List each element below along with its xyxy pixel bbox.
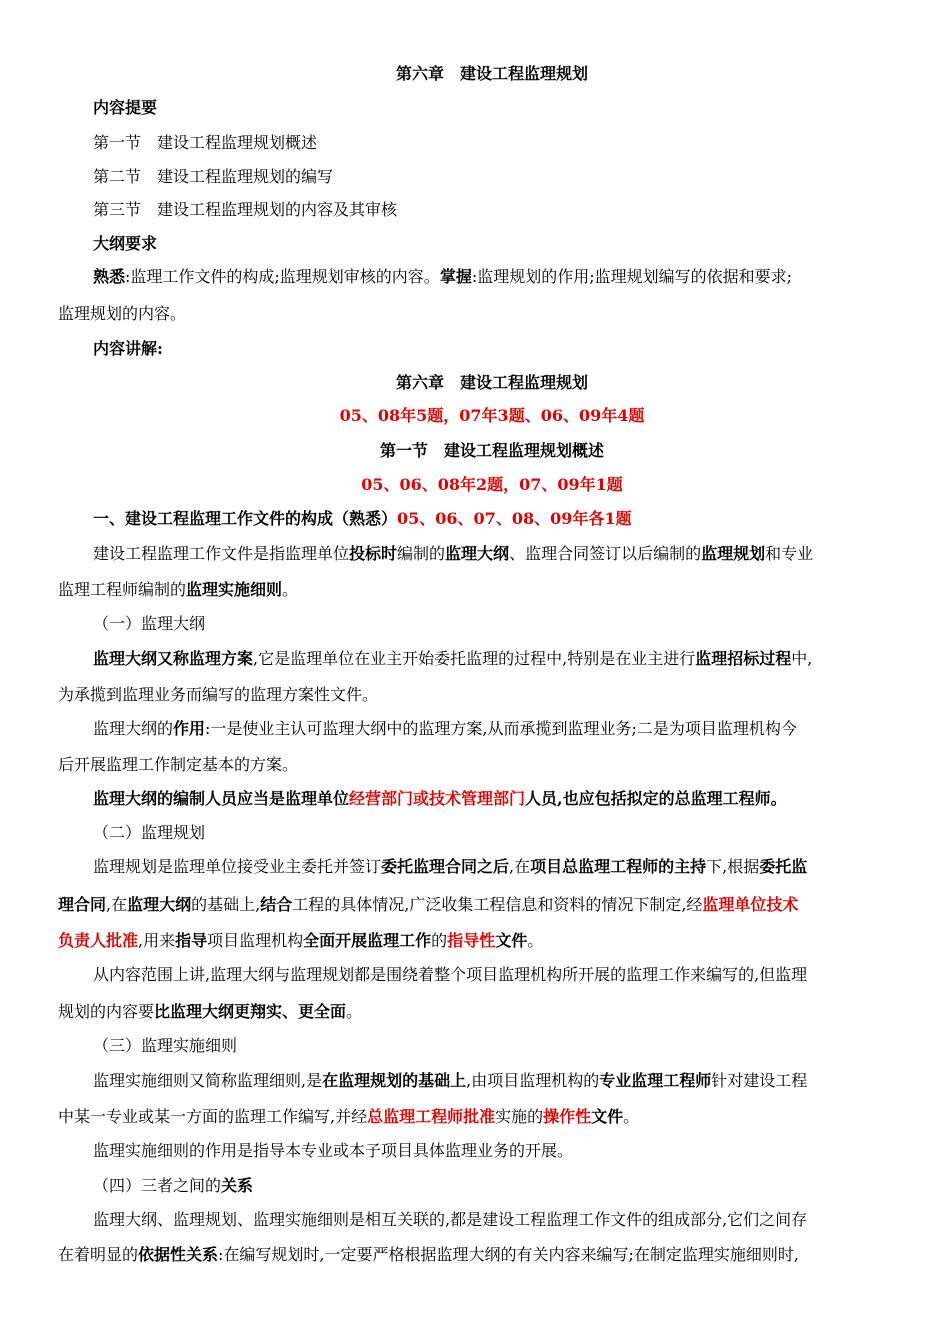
summary-heading: 内容提要 [93, 98, 158, 117]
chapter-title: 第六章 建设工程监理规划 [395, 373, 588, 392]
sub2-text: ,在 [509, 857, 531, 876]
intro-text: 监理工程师编制的 [58, 580, 187, 599]
sub2-text: 。 [527, 931, 544, 950]
sub2-text: ,在 [106, 895, 128, 914]
sub2-p2-line2 [58, 1000, 898, 1024]
sub3-red: 总监理工程师批准 [367, 1107, 496, 1126]
section-exam-stat: 05、06、08年2题，07、09年1题 [361, 475, 623, 494]
sub2-bold: 委托监 [759, 857, 808, 876]
sub2-p1-line3 [58, 929, 898, 953]
sub4-heading-text: （四）三者之间的 [93, 1176, 222, 1195]
sub2-text: 下,根据 [706, 857, 760, 876]
sub2-red: 监理单位技术 [702, 895, 799, 914]
master-label: 掌握 [439, 267, 472, 286]
intro-bold: 监理大纲 [445, 544, 510, 563]
sub2-p1-line1 [93, 855, 898, 879]
sub3-p1-line1 [93, 1069, 898, 1093]
sub2-p1-line2 [58, 893, 898, 917]
sub1-text: ,它是监理单位在业主开始委托监理的过程中,特别是在业主进行 [253, 649, 696, 668]
sub2-bold: 文件 [495, 931, 528, 950]
sub1-red: 经营部门或技术管理部门 [349, 789, 526, 808]
sub2-bold: 监理大纲 [127, 895, 192, 914]
intro-text: 编制的 [397, 544, 446, 563]
sub2-text: 工程的具体情况,广泛收集工程信息和资料的情况下制定,经 [292, 895, 703, 914]
intro-text: 建设工程监理工作文件是指监理单位 [93, 544, 350, 563]
sub1-text: 中, [791, 649, 813, 668]
sub1-bold: 监理招标过程 [695, 649, 792, 668]
sub2-bold: 结合 [260, 895, 293, 914]
sub4-p1-line2 [58, 1243, 898, 1267]
sub2-text: 的 [431, 931, 448, 950]
sub3-p2: 监理实施细则的作用是指导本专业或本子项目具体监理业务的开展。 [93, 1141, 574, 1160]
page-title: 第六章 建设工程监理规划 [395, 64, 588, 83]
intro-line-2 [58, 578, 898, 602]
sub2-text: 规划的内容要 [58, 1002, 155, 1021]
sub1-p3 [93, 787, 898, 811]
sub1-p2-line2: 后开展监理工作制定基本的方案。 [58, 755, 299, 774]
sub3-bold: 专业监理工程师 [599, 1071, 712, 1090]
sub2-bold: 理合同 [58, 895, 107, 914]
sub1-p1-line1 [93, 647, 898, 671]
part1-heading-text: 一、建设工程监理工作文件的构成（熟悉） [93, 509, 398, 528]
sub3-red: 操作性 [543, 1107, 592, 1126]
sub4-heading [93, 1174, 898, 1198]
sub3-text: 针对建设工程 [711, 1071, 808, 1090]
intro-text: 。 [282, 580, 299, 599]
sub4-text: 在着明显的 [58, 1245, 139, 1264]
sub3-text: ,由项目监理机构的 [466, 1071, 600, 1090]
intro-bold: 监理实施细则 [186, 580, 283, 599]
lecture-heading: 内容讲解: [93, 339, 163, 358]
sub1-text: 监理大纲的 [93, 719, 174, 738]
sub3-bold: 在监理规划的基础上 [322, 1071, 467, 1090]
intro-text: 、监理合同签订以后编制的 [509, 544, 702, 563]
intro-bold: 投标时 [349, 544, 398, 563]
section-title: 第一节 建设工程监理规划概述 [379, 441, 604, 460]
intro-bold: 监理规划 [701, 544, 766, 563]
sub2-bold: 比监理大纲更翔实、更全面 [154, 1002, 347, 1021]
sub3-text: 中某一专业或某一方面的监理工作编写,并经 [58, 1107, 368, 1126]
sub2-p2-line1: 从内容范围上讲,监理大纲与监理规划都是围绕着整个项目监理机构所开展的监理工作来编写的,但监理 [93, 965, 808, 984]
sub3-text: 实施的 [495, 1107, 544, 1126]
intro-text: 和专业 [765, 544, 814, 563]
sub1-p1-line2: 为承揽到监理业务而编写的监理方案性文件。 [58, 685, 379, 704]
part1-heading [93, 507, 898, 531]
sub4-p1-line1: 监理大纲、监理规划、监理实施细则是相互关联的,都是建设工程监理工作文件的组成部分,它们之间存 [93, 1210, 808, 1229]
sub2-text: 项目监理机构 [207, 931, 304, 950]
sub1-heading: （一）监理大纲 [93, 614, 206, 633]
sub1-text: :一是使业主认可监理大纲中的监理方案,从而承揽到监理业务;二是为项目监理机构今 [205, 719, 797, 738]
summary-item-2: 第二节 建设工程监理规划的编写 [93, 167, 334, 186]
syllabus-line-cont: 监理规划的内容。 [58, 304, 187, 323]
sub2-bold: 全面开展监理工作 [303, 931, 432, 950]
sub2-heading: （二）监理规划 [93, 823, 206, 842]
syllabus-heading: 大纲要求 [93, 234, 158, 253]
sub1-bold: 作用 [173, 719, 206, 738]
sub4-text: :在编写规划时,一定要严格根据监理大纲的有关内容来编写;在制定监理实施细则时, [218, 1245, 799, 1264]
sub1-bold: 监理大纲的编制人员应当是监理单位 [93, 789, 350, 808]
sub1-bold: 监理大纲又称监理方案 [93, 649, 254, 668]
part1-heading-stat: 05、06、07、08、09年各1题 [397, 509, 632, 528]
chapter-exam-stat: 05、08年5题，07年3题、06、09年4题 [339, 406, 645, 425]
master-text: :监理规划的作用;监理规划编写的依据和要求; [471, 267, 793, 286]
sub1-bold: 人员,也应包括拟定的总监理工程师。 [525, 789, 787, 808]
sub2-bold: 指导 [175, 931, 208, 950]
sub2-red: 负责人批准 [58, 931, 139, 950]
sub4-bold: 依据性关系 [138, 1245, 219, 1264]
sub2-text: 的基础上, [191, 895, 261, 914]
sub2-text: ,用来 [138, 931, 176, 950]
sub3-text: 监理实施细则又简称监理细则,是 [93, 1071, 323, 1090]
sub2-bold: 委托监理合同之后 [381, 857, 510, 876]
sub2-text: 监理规划是监理单位接受业主委托并签订 [93, 857, 382, 876]
sub3-p1-line2 [58, 1105, 898, 1129]
familiar-text: :监理工作文件的构成;监理规划审核的内容。 [125, 267, 440, 286]
sub2-red: 指导性 [447, 931, 496, 950]
sub3-heading: （三）监理实施细则 [93, 1036, 238, 1055]
sub3-bold: 文件 [591, 1107, 624, 1126]
summary-item-3: 第三节 建设工程监理规划的内容及其审核 [93, 200, 398, 219]
syllabus-line [93, 265, 898, 289]
summary-item-1: 第一节 建设工程监理规划概述 [93, 133, 318, 152]
familiar-label: 熟悉 [93, 267, 126, 286]
sub2-text: 。 [346, 1002, 363, 1021]
intro-line-1 [93, 542, 898, 566]
sub4-heading-bold: 关系 [221, 1176, 254, 1195]
sub1-p2-line1 [93, 717, 898, 741]
sub2-bold: 项目总监理工程师的主持 [530, 857, 707, 876]
sub3-text: 。 [623, 1107, 640, 1126]
